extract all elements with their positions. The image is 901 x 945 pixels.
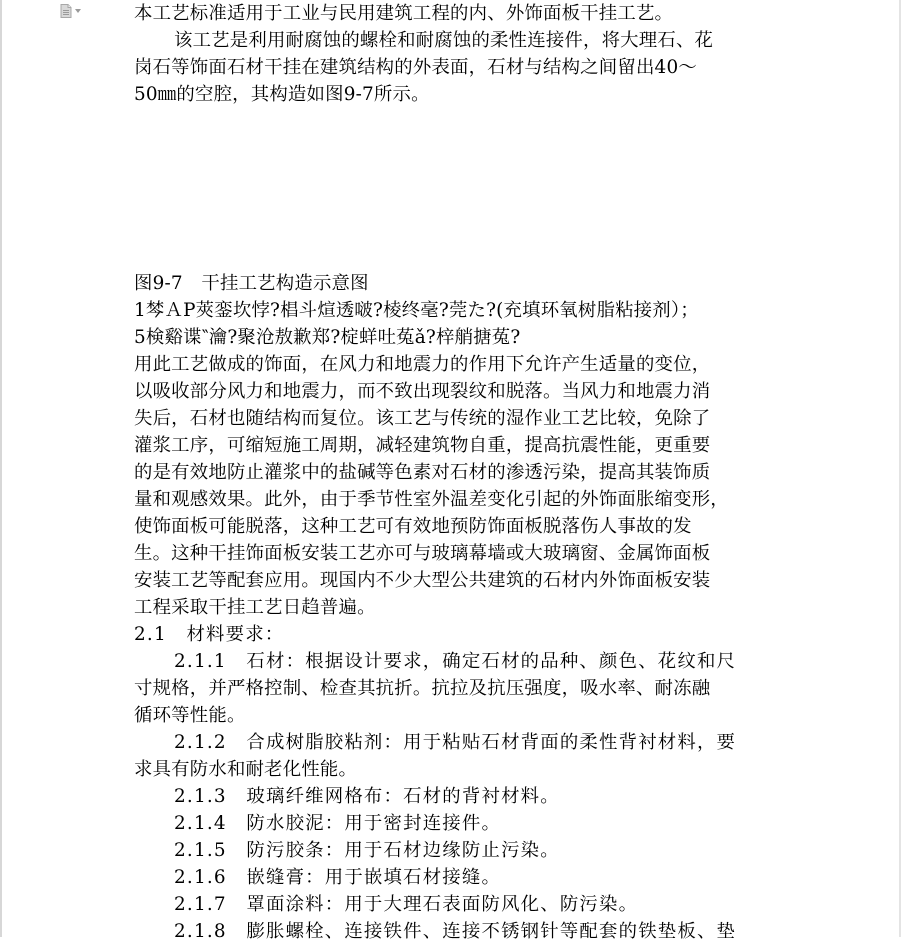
document-body — [134, 0, 774, 945]
material-item-2-1-5: 2.1.5 防污胶条：用于石材边缘防止污染。 — [174, 840, 560, 861]
material-item-2-1-7: 2.1.7 罩面涂料：用于大理石表面防风化、防污染。 — [174, 894, 639, 915]
material-item-2-1-6: 2.1.6 嵌缝膏：用于嵌填石材接缝。 — [174, 867, 502, 888]
chevron-down-icon — [75, 9, 81, 13]
body-line-10: 工程采取干挂工艺日趋普遍。 — [134, 597, 376, 618]
document-icon — [60, 4, 72, 18]
body-line-4: 灌浆工序，可缩短施工周期，减轻建筑物自重，提高抗震性能，更重要 — [134, 435, 711, 456]
material-item-2-1-1-line-2: 寸规格，并严格控制、检查其抗折。抗拉及抗压强度，吸水率、耐冻融 — [134, 678, 711, 699]
material-item-2-1-3: 2.1.3 玻璃纤维网格布：石材的背衬材料。 — [174, 786, 560, 807]
body-line-6: 量和观感效果。此外，由于季节性室外温差变化引起的外饰面胀缩变形， — [134, 489, 729, 510]
material-item-2-1-1-line-1: 2.1.1 石材：根据设计要求，确定石材的品种、颜色、花纹和尺 — [174, 651, 737, 672]
body-line-3: 失后，石材也随结构而复位。该工艺与传统的湿作业工艺比较，免除了 — [134, 408, 711, 429]
material-item-2-1-2-line-2: 求具有防水和耐老化性能。 — [134, 759, 358, 780]
paragraph-scope: 本工艺标准适用于工业与民用建筑工程的内、外饰面板干挂工艺。 — [134, 3, 674, 24]
figure-legend-line-2: 5検谿谍‶瀹?聚沧敖歉郑?椗蛘吐菟ǎ?梓艄搪菟? — [134, 327, 521, 348]
paragraph-intro-line-1: 该工艺是利用耐腐蚀的螺栓和耐腐蚀的柔性连接件，将大理石、花 — [174, 30, 714, 51]
material-item-2-1-4: 2.1.4 防水胶泥：用于密封连接件。 — [174, 813, 502, 834]
body-line-8: 生。这种干挂饰面板安装工艺亦可与玻璃幕墙或大玻璃窗、金属饰面板 — [134, 543, 711, 564]
body-line-9: 安装工艺等配套应用。现国内不少大型公共建筑的石材内外饰面板安装 — [134, 570, 711, 591]
document-menu-button[interactable] — [60, 3, 92, 19]
body-line-7: 使饰面板可能脱落，这种工艺可有效地预防饰面板脱落伤人事故的发 — [134, 516, 692, 537]
material-item-2-1-8: 2.1.8 膨胀螺栓、连接铁件、连接不锈钢针等配套的铁垫板、垫 — [174, 921, 737, 942]
paragraph-intro-line-3: 50㎜的空腔，其构造如图9-7所示。 — [134, 84, 430, 105]
body-line-2: 以吸收部分风力和地震力，而不致出现裂纹和脱落。当风力和地震力消 — [134, 381, 711, 402]
body-line-5: 的是有效地防止灌浆中的盐碱等色素对石材的渗透污染，提高其装饰质 — [134, 462, 711, 483]
material-item-2-1-1-line-3: 循环等性能。 — [134, 705, 246, 726]
page-left-edge — [0, 0, 2, 937]
section-heading-materials: 2.1 材料要求： — [134, 624, 285, 645]
figure-placeholder — [134, 108, 774, 270]
figure-caption: 图9-7 干挂工艺构造示意图 — [134, 273, 369, 294]
figure-legend-line-1: 1棽ＡΡ莢銮坎悖?椙斗煊透啵?棱终毫?莞た?(充填环氧树脂粘接剂）； — [134, 300, 699, 321]
body-line-1: 用此工艺做成的饰面，在风力和地震力的作用下允许产生适量的变位， — [134, 354, 711, 375]
material-item-2-1-2-line-1: 2.1.2 合成树脂胶粘剂：用于粘贴石材背面的柔性背衬材料，要 — [174, 732, 737, 753]
paragraph-intro-line-2: 岗石等饰面石材干挂在建筑结构的外表面，石材与结构之间留出40～ — [134, 57, 697, 78]
